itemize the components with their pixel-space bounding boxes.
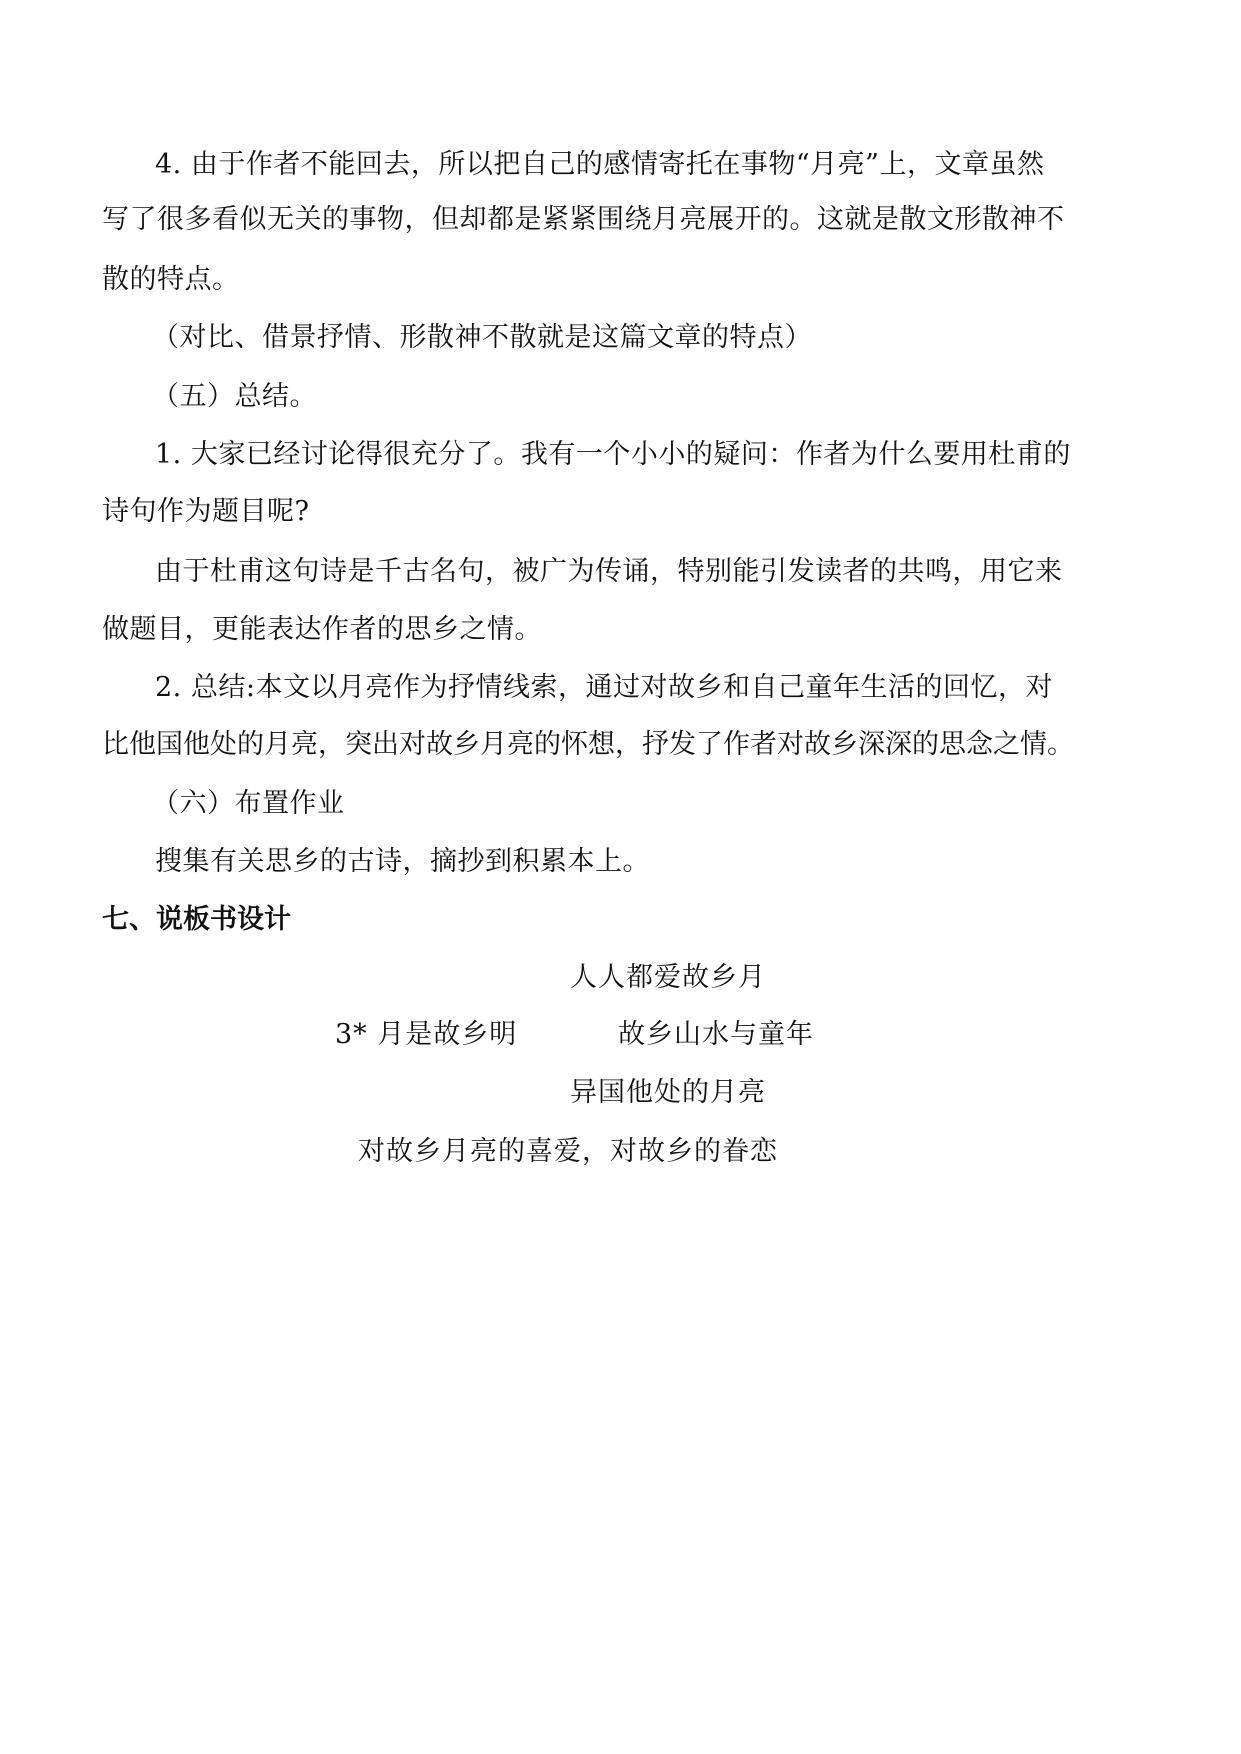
answer-1-line-1: 由于杜甫这句诗是千古名句，被广为传诵，特别能引发读者的共鸣，用它来 <box>155 556 1063 587</box>
question-1-line-2: 诗句作为题目呢? <box>102 496 310 527</box>
board-conclusion: 对故乡月亮的喜爱，对故乡的眷恋 <box>358 1136 778 1167</box>
paragraph-4-line-2: 写了很多看似无关的事物，但却都是紧紧围绕月亮展开的。这就是散文形散神不 <box>102 204 1065 235</box>
summary-line-2: 比他国他处的月亮，突出对故乡月亮的怀想，抒发了作者对故乡深深的思念之情。 <box>102 729 1074 760</box>
board-branch-3: 异国他处的月亮 <box>570 1077 766 1108</box>
section-7-heading: 七、说板书设计 <box>102 904 291 935</box>
question-1-line-1: 1. 大家已经讨论得很充分了。我有一个小小的疑问：作者为什么要用杜甫的 <box>155 439 1071 470</box>
board-title: 3* 月是故乡明 <box>335 1019 518 1050</box>
answer-1-line-2: 做题目，更能表达作者的思乡之情。 <box>102 614 542 645</box>
board-branch-1: 人人都爱故乡月 <box>570 962 766 993</box>
section-6-title: （六）布置作业 <box>152 788 345 819</box>
summary-line-1: 2. 总结:本文以月亮作为抒情线索，通过对故乡和自己童年生活的回忆，对 <box>155 672 1053 703</box>
board-branch-2: 故乡山水与童年 <box>618 1019 814 1050</box>
homework-text: 搜集有关思乡的古诗，摘抄到积累本上。 <box>155 846 650 877</box>
section-5-title: （五）总结。 <box>152 381 317 412</box>
paragraph-4-line-1: 4. 由于作者不能回去，所以把自己的感情寄托在事物“月亮”上，文章虽然 <box>155 149 1045 180</box>
paragraph-4-line-3: 散的特点。 <box>102 264 240 295</box>
features-note: （对比、借景抒情、形散神不散就是这篇文章的特点） <box>152 322 812 353</box>
